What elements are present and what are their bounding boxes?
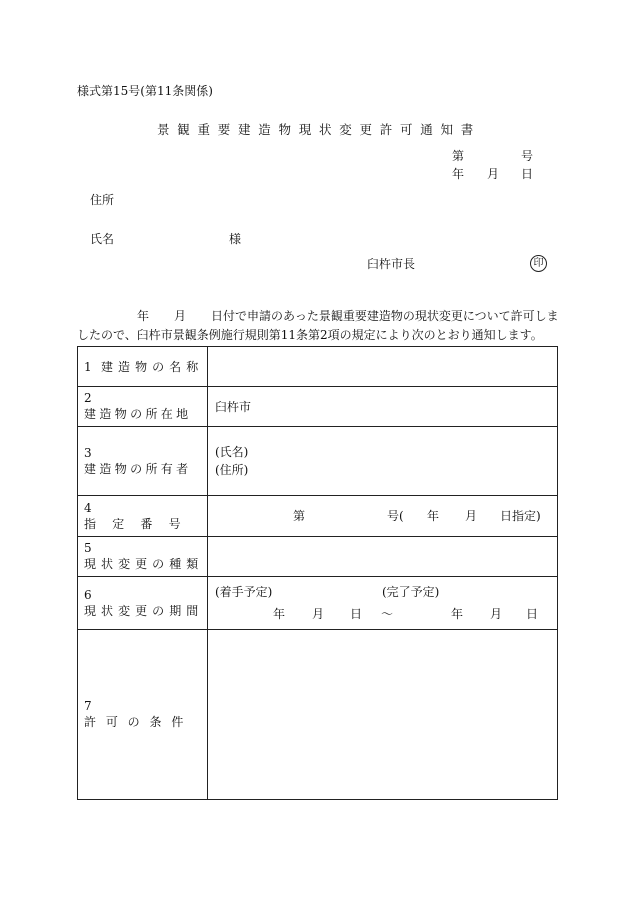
row-label-text: 許可の条件	[84, 715, 194, 729]
row-label-text: 現状変更の種類	[84, 557, 204, 571]
notice-line-1	[77, 307, 562, 326]
end-month: 月	[490, 607, 503, 621]
owner-name-label: (氏名)	[215, 445, 249, 459]
table-row	[78, 496, 558, 537]
start-month: 月	[312, 607, 325, 621]
name-label: 氏名	[90, 232, 115, 246]
issuer-title: 臼杵市長	[367, 257, 416, 271]
row-label	[78, 537, 208, 577]
building-name-field[interactable]	[208, 347, 558, 387]
end-day: 日	[526, 607, 539, 621]
form-number: 様式第15号(第11条関係)	[77, 84, 213, 98]
owner-address-label: (住所)	[215, 463, 249, 477]
table-row	[78, 577, 558, 630]
table-row	[78, 427, 558, 496]
honorific: 様	[229, 232, 242, 246]
start-year: 年	[273, 607, 286, 621]
body-line1-text: 日付で申請のあった景観重要建造物の現状変更について許可しま	[211, 309, 559, 323]
date-day: 日	[521, 167, 534, 181]
date-year: 年	[452, 167, 465, 181]
row-number: 1	[84, 360, 92, 374]
designation-month: 月	[465, 509, 478, 523]
row-label	[78, 427, 208, 496]
row-label-text: 建造物の所有者	[84, 461, 192, 476]
date-month: 月	[487, 167, 500, 181]
row-number: 2	[84, 391, 92, 405]
row-number: 6	[84, 587, 92, 602]
designation-year: 年	[427, 509, 440, 523]
address-label: 住所	[90, 193, 115, 207]
row-number: 7	[84, 699, 92, 713]
row-label	[78, 496, 208, 537]
row-label	[78, 577, 208, 630]
document-title: 景観重要建造物現状変更許可通知書	[156, 122, 481, 137]
seal-mark: 印	[530, 255, 547, 272]
end-label: (完了予定)	[382, 585, 440, 599]
doc-number-suffix: 号	[521, 149, 534, 163]
notice-body	[77, 307, 562, 345]
row-label-text: 建造物の名称	[101, 360, 204, 374]
table-row	[78, 537, 558, 577]
row-label-text: 指定番号	[84, 516, 197, 531]
end-year: 年	[451, 607, 464, 621]
designation-day: 日指定)	[500, 509, 541, 523]
period-tilde: 〜	[381, 607, 394, 621]
change-type-field[interactable]	[208, 537, 558, 577]
designation-go: 号(	[387, 509, 404, 523]
row-number: 3	[84, 445, 92, 460]
table-row	[78, 630, 558, 800]
row-number: 4	[84, 500, 92, 515]
row-label-text: 建造物の所在地	[84, 407, 192, 421]
row-label	[78, 630, 208, 800]
body-month: 月	[174, 309, 187, 323]
building-owner-field[interactable]	[208, 427, 558, 496]
building-location-field[interactable]: 臼杵市	[208, 387, 558, 427]
doc-number-prefix: 第	[452, 149, 465, 163]
row-label-text: 現状変更の期間	[84, 603, 204, 618]
table-row	[78, 387, 558, 427]
start-label: (着手予定)	[215, 585, 273, 599]
body-year: 年	[137, 309, 150, 323]
row-number: 5	[84, 541, 92, 555]
permit-conditions-field[interactable]	[208, 630, 558, 800]
notice-line-2: したので、臼杵市景観条例施行規則第11条第2項の規定により次のとおり通知します。	[77, 328, 543, 342]
row-label	[78, 347, 208, 387]
designation-number-field[interactable]	[208, 496, 558, 537]
row-label	[78, 387, 208, 427]
permit-table	[77, 346, 558, 800]
designation-dai: 第	[293, 509, 306, 523]
start-day: 日	[350, 607, 363, 621]
table-row	[78, 347, 558, 387]
change-period-field[interactable]	[208, 577, 558, 630]
